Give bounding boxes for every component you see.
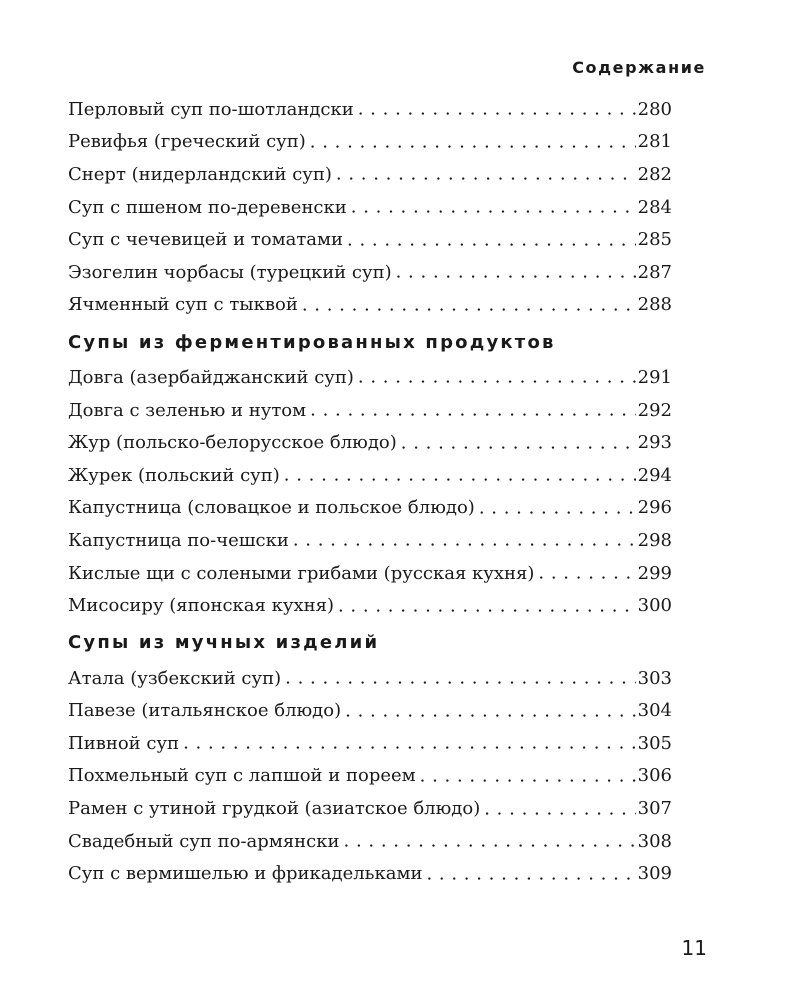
toc-entry-title: Снерт (нидерландский суп)	[68, 164, 336, 185]
page-number: 11	[681, 936, 707, 960]
toc-entry[interactable]	[68, 459, 672, 492]
toc-entry-page: 292	[637, 399, 672, 421]
dot-leader	[338, 589, 636, 622]
toc-entry[interactable]	[68, 223, 672, 256]
toc-entry-page: 291	[637, 366, 672, 388]
toc-entry-page: 284	[637, 196, 672, 218]
toc-entry-page: 288	[637, 294, 672, 316]
toc-entry[interactable]	[68, 256, 672, 289]
toc-entry[interactable]	[68, 589, 672, 622]
dot-leader	[358, 361, 636, 394]
toc-entry-title: Пивной суп	[68, 733, 183, 754]
toc-entry-title: Павезе (итальянское блюдо)	[68, 700, 345, 721]
toc-entry-title: Капустница по-чешски	[68, 530, 293, 551]
dot-leader	[310, 394, 636, 427]
dot-leader	[347, 223, 636, 256]
toc-entry-title: Ячменный суп с тыквой	[68, 294, 302, 315]
toc-entry-title: Эзогелин чорбасы (турецкий суп)	[68, 262, 396, 283]
toc-entry[interactable]	[68, 524, 672, 557]
toc-entry[interactable]	[68, 727, 672, 760]
toc-entry-page: 285	[637, 229, 672, 251]
section-heading: Супы из мучных изделий	[68, 632, 380, 654]
dot-leader	[310, 126, 636, 159]
table-of-contents	[68, 93, 672, 890]
toc-entry-page: 298	[637, 529, 672, 551]
section-heading: Супы из ферментированных продуктов	[68, 331, 556, 353]
dot-leader	[358, 93, 636, 126]
dot-leader	[484, 792, 635, 825]
toc-entry[interactable]	[68, 825, 672, 858]
toc-entry-title: Суп с вермишелью и фрикадельками	[68, 863, 426, 884]
toc-entry-title: Ревифья (греческий суп)	[68, 131, 310, 152]
toc-entry-page: 305	[637, 732, 672, 754]
toc-entry[interactable]	[68, 557, 672, 590]
toc-entry-page: 306	[637, 765, 672, 787]
toc-entry[interactable]	[68, 792, 672, 825]
running-head: Содержание	[572, 58, 706, 77]
dot-leader	[302, 289, 636, 322]
dot-leader	[293, 524, 636, 557]
dot-leader	[401, 426, 636, 459]
toc-entry-page: 300	[637, 595, 672, 617]
toc-entry-title: Довга (азербайджанский суп)	[68, 367, 358, 388]
toc-entry[interactable]	[68, 394, 672, 427]
toc-entry-title: Похмельный суп с лапшой и пореем	[68, 765, 420, 786]
toc-entry[interactable]	[68, 361, 672, 394]
toc-entry-title: Жур (польско-белорусское блюдо)	[68, 432, 401, 453]
dot-leader	[284, 459, 636, 492]
dot-leader	[420, 760, 636, 793]
dot-leader	[285, 662, 636, 695]
toc-entry-page: 280	[637, 98, 672, 120]
dot-leader	[479, 492, 636, 525]
toc-entry-page: 294	[637, 464, 672, 486]
toc-entry-title: Довга с зеленью и нутом	[68, 400, 310, 421]
toc-entry-title: Перловый суп по-шотландски	[68, 99, 358, 120]
toc-entry-page: 296	[637, 497, 672, 519]
dot-leader	[351, 191, 636, 224]
toc-entry-page: 304	[637, 700, 672, 722]
toc-entry[interactable]	[68, 760, 672, 793]
toc-entry-title: Атала (узбекский суп)	[68, 668, 285, 689]
toc-entry-page: 303	[637, 667, 672, 689]
dot-leader	[336, 158, 636, 191]
toc-entry[interactable]	[68, 191, 672, 224]
toc-entry[interactable]	[68, 126, 672, 159]
dot-leader	[426, 857, 635, 890]
toc-entry-title: Журек (польский суп)	[68, 465, 284, 486]
toc-entry-page: 307	[637, 798, 672, 820]
dot-leader	[183, 727, 636, 760]
toc-entry-page: 282	[637, 163, 672, 185]
toc-entry[interactable]	[68, 426, 672, 459]
toc-entry[interactable]	[68, 857, 672, 890]
toc-entry-page: 299	[637, 562, 672, 584]
toc-entry[interactable]	[68, 93, 672, 126]
dot-leader	[538, 557, 635, 590]
toc-entry-title: Рамен с утиной грудкой (азиатское блюдо)	[68, 798, 484, 819]
toc-entry-page: 287	[637, 261, 672, 283]
toc-entry-title: Мисосиру (японская кухня)	[68, 595, 338, 616]
toc-entry[interactable]	[68, 158, 672, 191]
toc-entry-title: Суп с пшеном по-деревенски	[68, 197, 351, 218]
toc-entry-page: 308	[637, 830, 672, 852]
toc-entry-title: Капустница (словацкое и польское блюдо)	[68, 497, 479, 518]
toc-entry-title: Суп с чечевицей и томатами	[68, 229, 347, 250]
toc-entry-title: Свадебный суп по-армянски	[68, 831, 344, 852]
dot-leader	[345, 695, 636, 728]
toc-entry[interactable]	[68, 492, 672, 525]
toc-entry-title: Кислые щи с солеными грибами (русская кухня)	[68, 563, 538, 584]
toc-entry-page: 309	[637, 863, 672, 885]
toc-entry-page: 281	[637, 131, 672, 153]
toc-entry[interactable]	[68, 662, 672, 695]
toc-entry-page: 293	[637, 432, 672, 454]
toc-entry[interactable]	[68, 695, 672, 728]
toc-entry[interactable]	[68, 289, 672, 322]
dot-leader	[344, 825, 636, 858]
dot-leader	[396, 256, 636, 289]
